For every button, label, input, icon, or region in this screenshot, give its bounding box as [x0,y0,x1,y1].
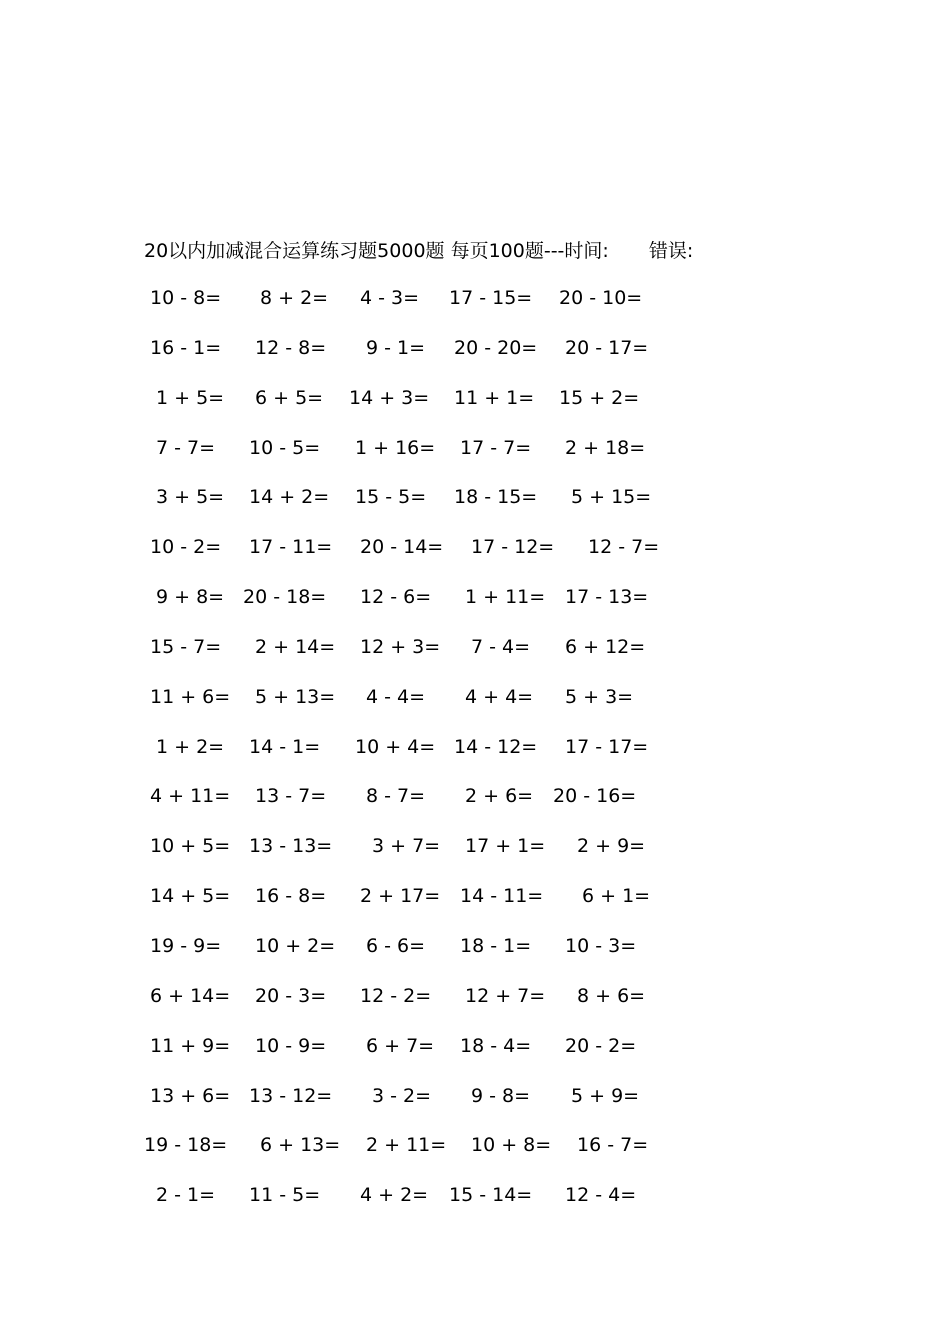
problem-cell: 11 + 6= [150,685,231,708]
problem-cell: 17 - 11= [249,536,333,559]
problem-cell: 6 + 14= [150,984,231,1007]
problem-cell: 12 - 8= [255,336,327,359]
problem-cell: 1 + 2= [156,735,225,758]
worksheet-header [144,236,693,263]
problem-cell: 1 + 11= [465,586,546,609]
problem-cell: 6 - 6= [366,934,426,957]
problem-cell: 10 + 8= [471,1134,552,1157]
problem-cell: 16 - 7= [577,1134,649,1157]
problem-cell: 4 - 4= [366,685,426,708]
problem-cell: 12 - 7= [588,536,660,559]
problem-cell: 10 - 2= [150,536,222,559]
problem-cell: 20 - 16= [553,785,637,808]
problem-cell: 4 + 2= [360,1184,429,1207]
problem-cell: 1 + 16= [355,436,436,459]
problem-row [0,1131,950,1181]
problem-cell: 10 + 5= [150,835,231,858]
problem-row [0,483,950,533]
problem-row [0,733,950,783]
problem-cell: 9 + 8= [156,586,225,609]
problem-row [0,683,950,733]
problem-cell: 1 + 5= [156,386,225,409]
problem-cell: 11 - 5= [249,1184,321,1207]
problem-cell: 17 - 13= [565,586,649,609]
problem-cell: 8 + 6= [577,984,646,1007]
problem-cell: 10 - 3= [565,934,637,957]
problem-cell: 17 + 1= [465,835,546,858]
problem-cell: 15 - 7= [150,635,222,658]
problem-row [0,1032,950,1082]
problem-cell: 4 + 4= [465,685,534,708]
problem-cell: 6 + 5= [255,386,324,409]
problem-cell: 2 + 9= [577,835,646,858]
problem-cell: 12 - 6= [360,586,432,609]
problem-cell: 10 - 8= [150,287,222,309]
problem-cell: 4 + 11= [150,785,231,808]
problem-cell: 20 - 14= [360,536,444,559]
problem-cell: 10 - 5= [249,436,321,459]
problem-cell: 14 + 5= [150,885,231,908]
problem-cell: 5 + 13= [255,685,336,708]
problem-cell: 18 - 4= [460,1034,532,1057]
problem-cell: 6 + 7= [366,1034,435,1057]
problem-row [0,1082,950,1132]
problem-cell: 8 + 2= [260,287,329,309]
problem-cell: 2 - 1= [156,1184,216,1207]
problem-cell: 19 - 18= [144,1134,228,1157]
problem-cell: 2 + 17= [360,885,441,908]
problem-cell: 16 - 1= [150,336,222,359]
problem-cell: 13 - 12= [249,1084,333,1107]
problem-cell: 2 + 18= [565,436,646,459]
problem-cell: 19 - 9= [150,934,222,957]
problem-cell: 14 + 3= [349,386,430,409]
problem-cell: 15 + 2= [559,386,640,409]
problem-cell: 8 - 7= [366,785,426,808]
problem-cell: 2 + 14= [255,635,336,658]
problem-cell: 10 + 2= [255,934,336,957]
worksheet-title: 20以内加减混合运算练习题5000题 每页100题--- [144,240,565,262]
problem-cell: 18 - 15= [454,486,538,509]
problem-cell: 12 + 3= [360,635,441,658]
problem-cell: 17 - 17= [565,735,649,758]
problem-cell: 20 - 20= [454,336,538,359]
problem-cell: 14 - 1= [249,735,321,758]
problem-cell: 20 - 3= [255,984,327,1007]
problem-cell: 16 - 8= [255,885,327,908]
problem-row [0,583,950,633]
problem-grid [0,284,950,1231]
problem-row [0,434,950,484]
problem-cell: 12 - 4= [565,1184,637,1207]
problem-cell: 5 + 3= [565,685,634,708]
problem-cell: 10 + 4= [355,735,436,758]
problem-cell: 3 + 5= [156,486,225,509]
problem-cell: 2 + 6= [465,785,534,808]
problem-cell: 6 + 13= [260,1134,341,1157]
problem-cell: 7 - 4= [471,635,531,658]
problem-cell: 5 + 9= [571,1084,640,1107]
problem-row [0,633,950,683]
problem-cell: 3 - 2= [372,1084,432,1107]
problem-row [0,882,950,932]
problem-row [0,533,950,583]
problem-cell: 14 - 11= [460,885,544,908]
problem-row [0,1181,950,1231]
problem-row [0,832,950,882]
problem-row [0,782,950,832]
problem-cell: 13 - 13= [249,835,333,858]
errors-label: 错误: [648,240,694,262]
problem-cell: 20 - 17= [565,336,649,359]
problem-cell: 12 - 2= [360,984,432,1007]
problem-cell: 15 - 14= [449,1184,533,1207]
problem-cell: 13 + 6= [150,1084,231,1107]
problem-cell: 11 + 1= [454,386,535,409]
problem-cell: 6 + 12= [565,635,646,658]
problem-cell: 20 - 10= [559,287,643,309]
problem-cell: 10 - 9= [255,1034,327,1057]
problem-cell: 6 + 1= [582,885,651,908]
problem-cell: 17 - 15= [449,287,533,309]
problem-cell: 9 - 1= [366,336,426,359]
problem-cell: 9 - 8= [471,1084,531,1107]
problem-cell: 2 + 11= [366,1134,447,1157]
problem-cell: 5 + 15= [571,486,652,509]
time-label: 时间: [564,240,609,262]
problem-row [0,982,950,1032]
problem-row [0,384,950,434]
problem-cell: 3 + 7= [372,835,441,858]
problem-cell: 7 - 7= [156,436,216,459]
problem-row [0,932,950,982]
problem-cell: 12 + 7= [465,984,546,1007]
problem-cell: 20 - 2= [565,1034,637,1057]
problem-cell: 20 - 18= [243,586,327,609]
problem-cell: 18 - 1= [460,934,532,957]
problem-cell: 14 + 2= [249,486,330,509]
problem-cell: 13 - 7= [255,785,327,808]
problem-cell: 4 - 3= [360,287,420,309]
problem-row [0,284,950,334]
problem-cell: 17 - 7= [460,436,532,459]
problem-cell: 17 - 12= [471,536,555,559]
problem-cell: 14 - 12= [454,735,538,758]
problem-row [0,334,950,384]
problem-cell: 15 - 5= [355,486,427,509]
problem-cell: 11 + 9= [150,1034,231,1057]
